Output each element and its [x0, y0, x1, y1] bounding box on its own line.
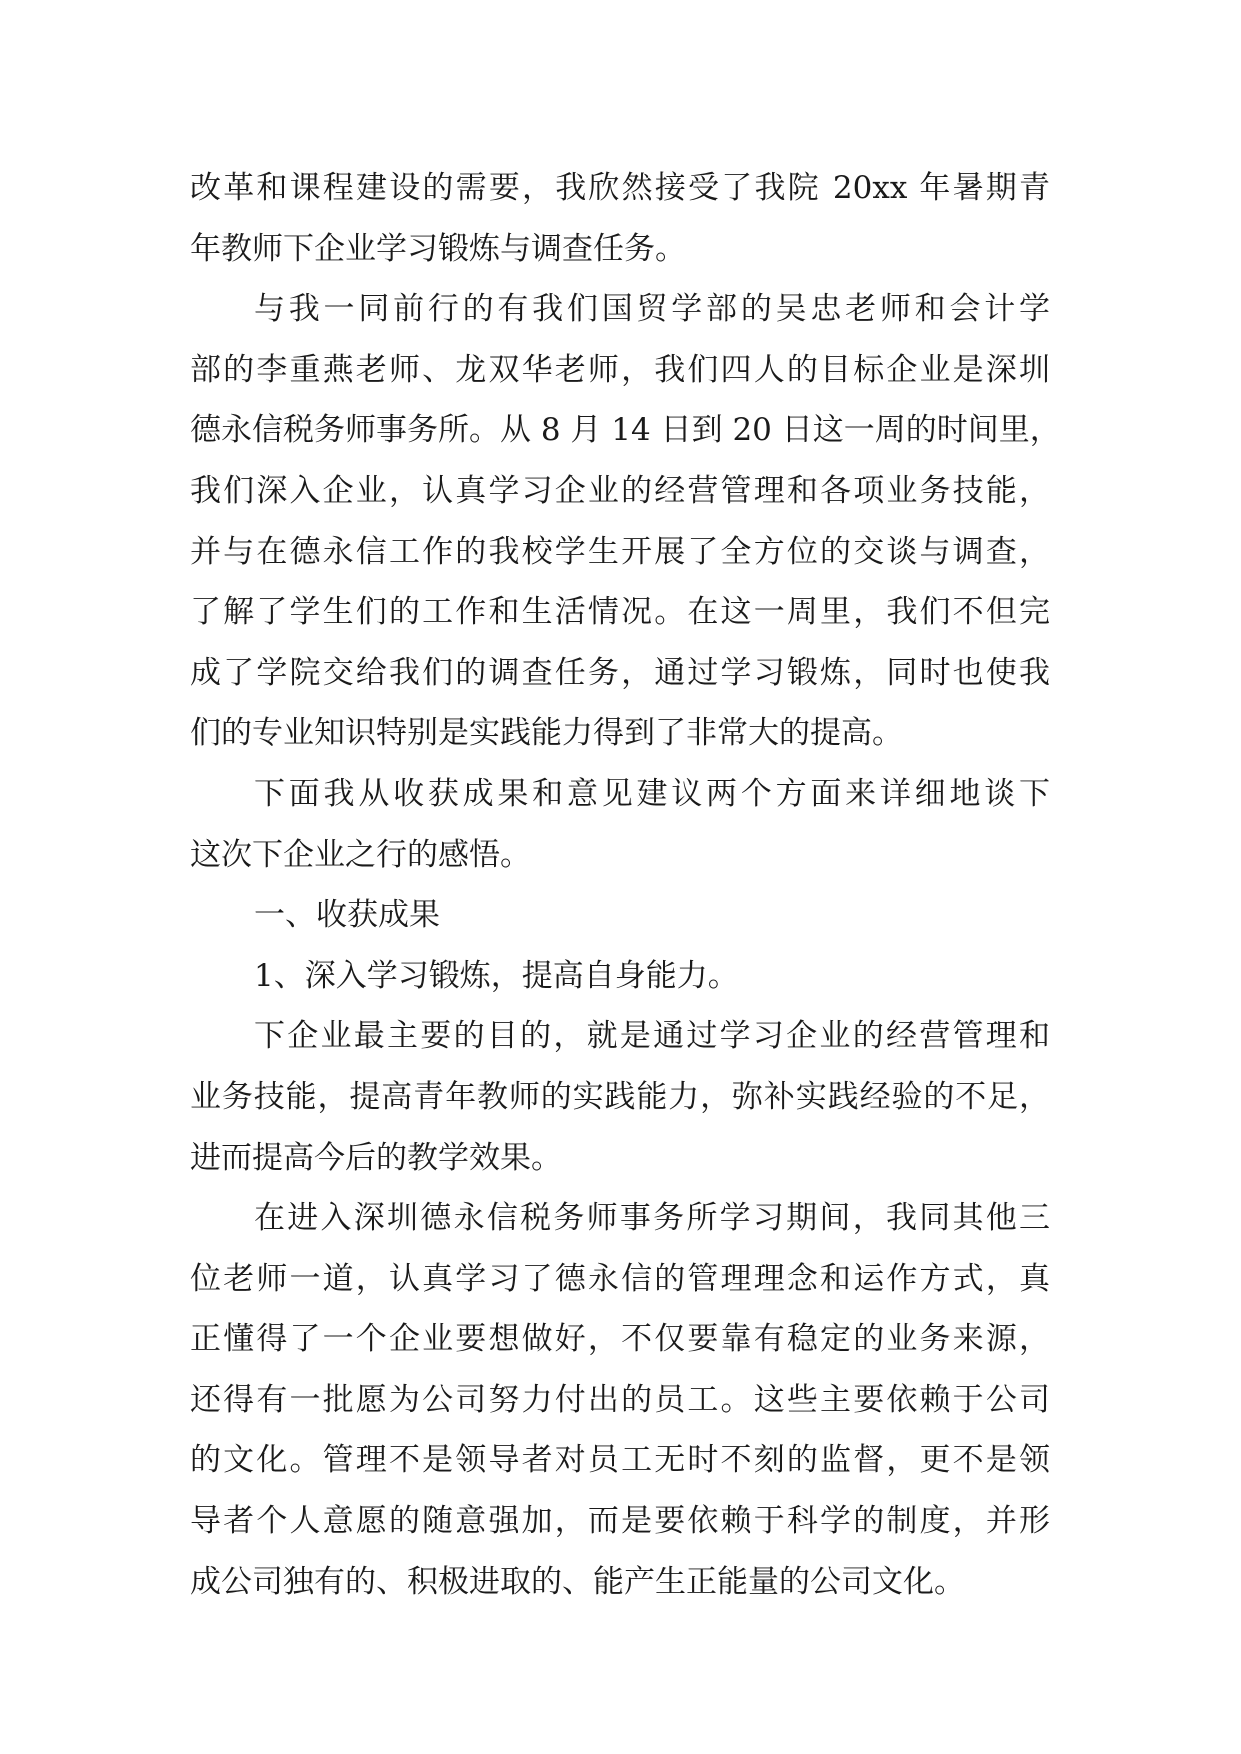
text-line: 并与在德永信工作的我校学生开展了全方位的交谈与调查， — [190, 533, 1050, 570]
text-line: 导者个人意愿的随意强加，而是要依赖于科学的制度，并形 — [190, 1503, 1050, 1540]
text-line: 正懂得了一个企业要想做好，不仅要靠有稳定的业务来源， — [190, 1321, 1050, 1358]
text-line: 我们深入企业，认真学习企业的经营管理和各项业务技能， — [190, 472, 1050, 509]
text-line: 成公司独有的、积极进取的、能产生正能量的公司文化。 — [190, 1563, 965, 1600]
text-line: 这次下企业之行的感悟。 — [190, 836, 531, 873]
text-line: 在进入深圳德永信税务师事务所学习期间，我同其他三 — [254, 1200, 1050, 1237]
text-line: 位老师一道，认真学习了德永信的管理理念和运作方式，真 — [190, 1260, 1050, 1297]
subsection-heading: 1、深入学习锻炼，提高自身能力。 — [254, 957, 739, 994]
text-line: 改革和课程建设的需要，我欣然接受了我院 20xx 年暑期青 — [190, 170, 1050, 206]
text-line: 还得有一批愿为公司努力付出的员工。这些主要依赖于公司 — [190, 1381, 1050, 1418]
text-line: 们的专业知识特别是实践能力得到了非常大的提高。 — [190, 715, 903, 752]
section-heading: 一、收获成果 — [254, 897, 440, 934]
text-line: 年教师下企业学习锻炼与调查任务。 — [190, 230, 686, 267]
text-line: 与我一同前行的有我们国贸学部的吴忠老师和会计学 — [254, 291, 1050, 328]
text-line: 成了学院交给我们的调查任务，通过学习锻炼，同时也使我 — [190, 654, 1050, 691]
text-line: 部的李重燕老师、龙双华老师，我们四人的目标企业是深圳 — [190, 351, 1050, 388]
text-line: 进而提高今后的教学效果。 — [190, 1139, 562, 1176]
body-text — [190, 158, 1061, 1612]
text-line: 业务技能，提高青年教师的实践能力，弥补实践经验的不足， — [190, 1078, 1050, 1115]
text-line: 了解了学生们的工作和生活情况。在这一周里，我们不但完 — [190, 594, 1050, 631]
text-line: 的文化。管理不是领导者对员工无时不刻的监督，更不是领 — [190, 1442, 1050, 1479]
text-line: 德永信税务师事务所。从 8 月 14 日到 20 日这一周的时间里， — [190, 412, 1061, 449]
text-line: 下企业最主要的目的，就是通过学习企业的经营管理和 — [254, 1018, 1050, 1055]
text-line: 下面我从收获成果和意见建议两个方面来详细地谈下 — [254, 775, 1050, 812]
